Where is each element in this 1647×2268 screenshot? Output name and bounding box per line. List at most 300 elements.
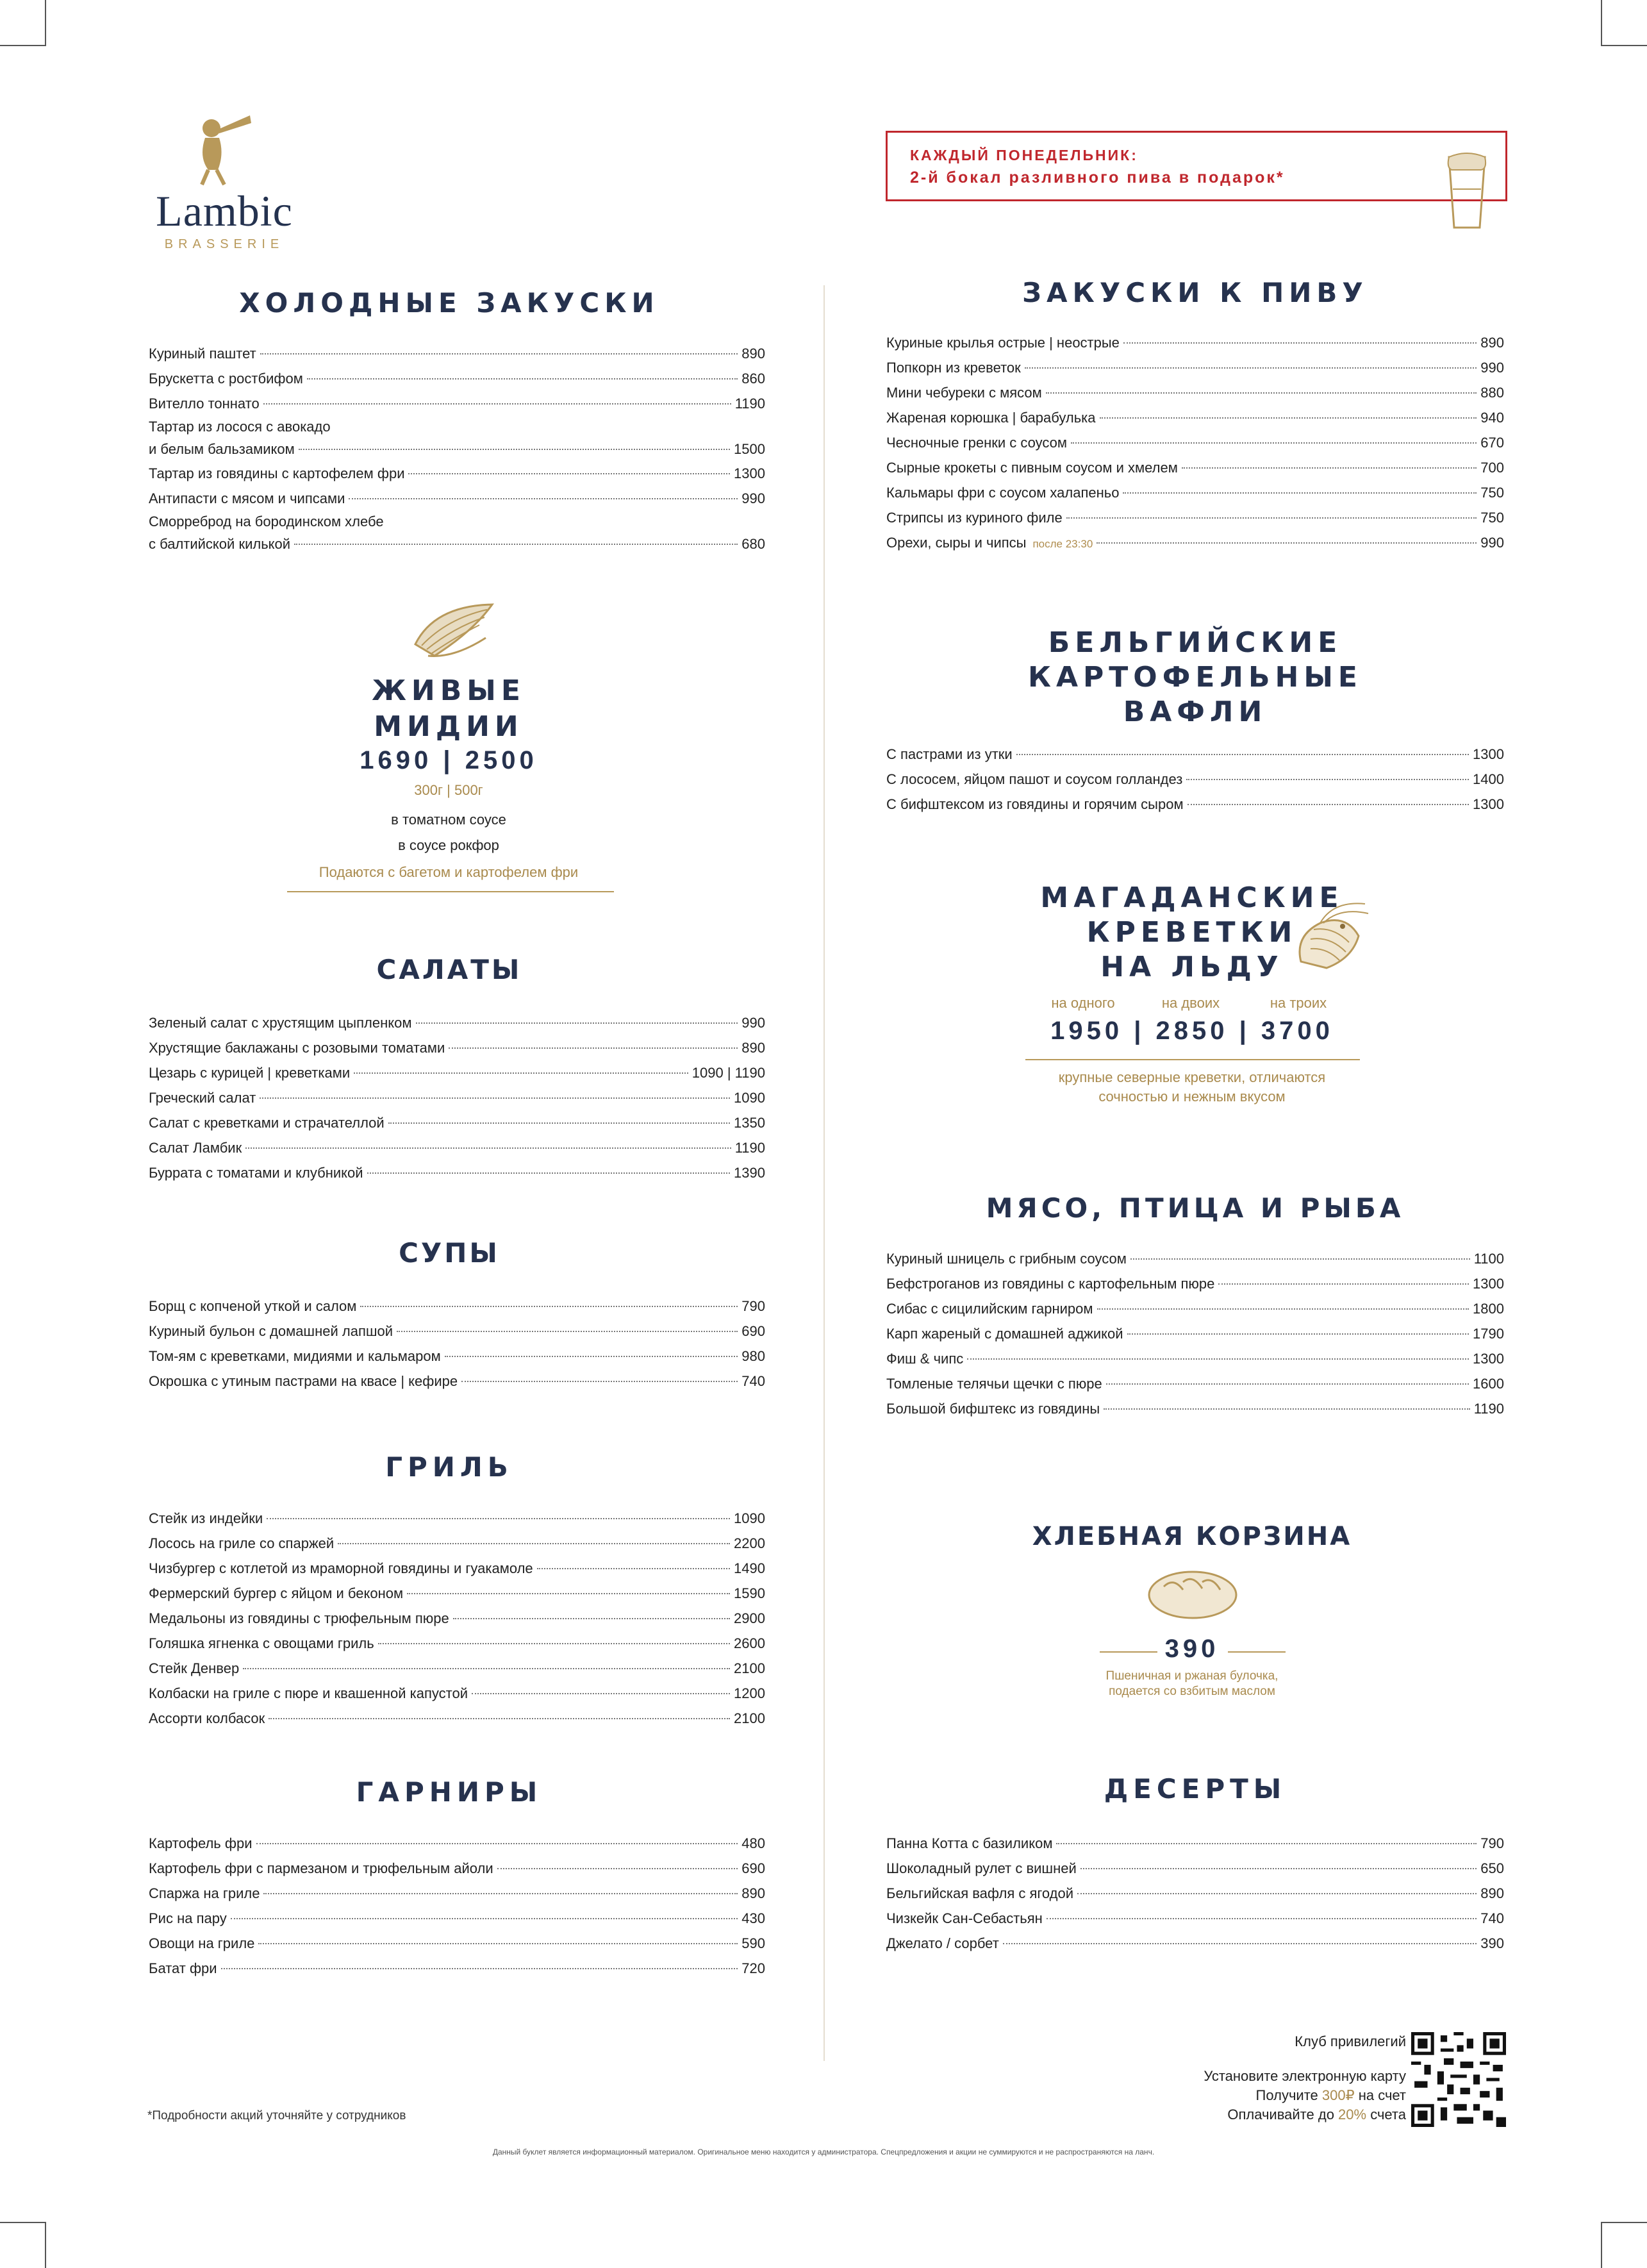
menu-item [886,1906,1504,1931]
item-price: 940 [1480,410,1504,426]
leader-dots [360,1306,738,1307]
decorative-rule [287,891,614,892]
menu-item [886,1271,1504,1296]
menu-list-salads [149,1010,765,1185]
leader-dots [263,1893,738,1894]
disclaimer: Данный буклет является информационный материалом. Оригинальное меню находится у администратора. Спецпредложения и акции не суммируются и не распространяются на ланч. [492,2147,1155,2156]
crop-mark-bottom-left [0,2222,46,2268]
item-price: 2100 [734,1660,765,1676]
shrimp-title-line1: МАГАДАНСКИЕ [1040,881,1344,914]
leader-dots [1046,392,1477,394]
leader-dots [1056,1843,1477,1844]
item-price: 990 [1480,360,1504,376]
menu-list-beer-snacks [886,330,1504,555]
bread-desc-2: подается со взбитым маслом [1109,1685,1275,1698]
menu-item [149,1631,765,1656]
item-name: Бефстроганов из говядины с картофельным пюре [886,1276,1215,1292]
item-price: 690 [741,1860,765,1876]
item-name: С лососем, яйцом пашот и соусом голландез [886,771,1183,787]
column-divider [824,285,825,2061]
item-name: Попкорн из креветок [886,360,1021,376]
leader-dots [231,1918,738,1919]
menu-list-meat [886,1246,1504,1421]
menu-item [149,1931,765,1956]
menu-item [149,461,765,486]
leader-dots [299,449,730,450]
menu-item [886,1881,1504,1906]
item-price: 890 [741,1040,765,1056]
item-price: 1500 [734,441,765,457]
item-price: 1390 [734,1165,765,1181]
item-name: Картофель фри [149,1835,252,1851]
leader-dots [1080,1868,1477,1869]
item-name: Шоколадный рулет с вишней [886,1860,1077,1876]
promo-banner [886,131,1507,201]
item-name: Большой бифштекс из говядины [886,1401,1100,1417]
item-price: 1090 | 1190 [691,1065,765,1081]
leader-dots [1047,1918,1477,1919]
item-name: Куриный шницель с грибным соусом [886,1251,1127,1267]
menu-item [886,355,1504,380]
leader-dots [1123,492,1477,494]
leader-dots [537,1568,730,1569]
item-name: Сырные крокеты с пивным соусом и хмелем [886,460,1178,476]
item-price: 740 [741,1373,765,1389]
leader-dots [349,498,738,499]
item-name: Кальмары фри с соусом халапеньо [886,485,1120,501]
item-name: С бифштексом из говядины и горячим сыром [886,796,1184,812]
menu-item [149,1110,765,1135]
leader-dots [1066,517,1477,519]
crop-mark-bottom-right [1601,2222,1647,2268]
item-price: 1400 [1473,771,1504,787]
item-price: 1800 [1473,1301,1504,1317]
menu-item [149,1160,765,1185]
leader-dots [472,1693,730,1694]
menu-item [149,1035,765,1060]
mussels-weight: 300г | 500г [414,782,483,798]
item-price: 750 [1480,485,1504,501]
item-price: 880 [1480,385,1504,401]
promo-footnote: *Подробности акций уточняйте у сотрудников [147,2109,406,2122]
club-line-3 [1227,2106,1406,2123]
menu-item [149,1556,765,1581]
item-price: 700 [1480,460,1504,476]
menu-item [886,505,1504,530]
section-title-grill: ГРИЛЬ [385,1451,513,1483]
item-name: Буррата с томатами и клубникой [149,1165,363,1181]
menu-item [886,1831,1504,1856]
item-name: Том-ям с креветками, мидиями и кальмаром [149,1348,441,1364]
shrimp-label-one: на одного [1051,995,1115,1011]
item-price: 2900 [734,1610,765,1626]
club-line-2c: на счет [1354,2087,1406,2103]
item-name: Зеленый салат с хрустящим цыпленком [149,1015,412,1031]
leader-dots [294,544,738,545]
menu-item [149,1831,765,1856]
mussels-title-line2: МИДИИ [374,710,524,743]
leader-dots [269,1718,730,1719]
mussels-title-line1: ЖИВЫЕ [372,674,526,707]
leader-dots [1071,442,1477,444]
menu-item [149,1581,765,1606]
menu-item [149,1906,765,1931]
section-title-beer-snacks: ЗАКУСКИ К ПИВУ [1022,277,1368,308]
section-title-waffles [884,626,1506,730]
menu-list-desserts [886,1831,1504,1956]
waffles-title-line1: БЕЛЬГИЙСКИЕ [1048,626,1343,659]
item-name: Мини чебуреки с мясом [886,385,1042,401]
leader-dots [445,1356,738,1357]
decorative-rule [1025,1059,1360,1060]
item-name: Колбаски на гриле с пюре и квашенной капустой [149,1685,468,1701]
item-name: Цезарь с курицей | креветками [149,1065,351,1081]
menu-item [886,405,1504,430]
menu-item [886,1931,1504,1956]
menu-item [886,330,1504,355]
section-title-cold-starters: ХОЛОДНЫЕ ЗАКУСКИ [239,287,659,319]
leader-dots [258,1943,738,1944]
menu-item [149,1656,765,1681]
item-price: 1090 [734,1510,765,1526]
menu-item [149,341,765,366]
shrimp-desc-1: крупные северные креветки, отличаются [1058,1069,1326,1085]
beer-glass-icon [1443,151,1491,234]
leader-dots [1130,1258,1470,1260]
item-price: 1300 [1473,1276,1504,1292]
shrimp-label-three: на троих [1270,995,1327,1011]
menu-item [149,1856,765,1881]
leader-dots [267,1518,730,1519]
item-price: 890 [741,346,765,362]
leader-dots [1104,1408,1470,1410]
menu-item [149,1606,765,1631]
item-price: 890 [1480,1885,1504,1901]
leader-dots [354,1072,688,1074]
item-name: С пастрами из утки [886,746,1013,762]
item-price: 480 [741,1835,765,1851]
item-price: 1090 [734,1090,765,1106]
shrimp-title-line3: НА ЛЬДУ [1100,951,1284,983]
leader-dots [378,1643,730,1644]
decorative-rule-right [1228,1651,1286,1653]
item-name-line1: Тартар из лосося с авокадо [149,419,331,435]
trumpeter-icon [179,109,256,186]
leader-dots [453,1618,730,1619]
shrimp-prices: 1950 | 2850 | 3700 [1050,1017,1334,1045]
club-line-2a: Получите [1255,2087,1322,2103]
menu-item [886,455,1504,480]
section-title-desserts: ДЕСЕРТЫ [1104,1773,1287,1805]
item-name: Томленые телячьи щечки с пюре [886,1376,1102,1392]
leader-dots [307,378,738,379]
menu-item [886,1346,1504,1371]
club-line-3a: Оплачивайте до [1227,2106,1339,2122]
item-note: после 23:30 [1032,538,1093,550]
item-name: и белым бальзамиком [149,441,295,457]
item-name: Ассорти колбасок [149,1710,265,1726]
leader-dots [256,1843,738,1844]
menu-item [149,1531,765,1556]
item-name: Стрипсы из куриного филе [886,510,1063,526]
item-name: Куриный паштет [149,346,256,362]
item-name: Спаржа на гриле [149,1885,260,1901]
item-name: с балтийской килькой [149,536,291,552]
club-discount: 20% [1338,2106,1367,2122]
item-price: 1600 [1473,1376,1504,1392]
section-title-meat: МЯСО, ПТИЦА И РЫБА [986,1192,1405,1224]
leader-dots [967,1358,1469,1360]
item-name-line1: Сморреброд на бородинском хлебе [149,513,384,529]
leader-dots [260,1097,730,1099]
item-name: Салат с креветками и страчателлой [149,1115,385,1131]
menu-item [149,366,765,391]
item-name: Панна Котта с базиликом [886,1835,1053,1851]
item-price: 860 [741,371,765,387]
item-price: 750 [1480,510,1504,526]
item-name: Борщ с копченой уткой и салом [149,1298,357,1314]
item-name: Овощи на гриле [149,1935,255,1951]
item-price: 790 [741,1298,765,1314]
menu-item [149,1060,765,1085]
item-name: Хрустящие баклажаны с розовыми томатами [149,1040,445,1056]
leader-dots [243,1668,730,1669]
item-name: Фермерский бургер с яйцом и беконом [149,1585,404,1601]
menu-item [149,1085,765,1110]
item-name: Фиш & чипс [886,1351,964,1367]
item-price: 890 [741,1885,765,1901]
menu-list-soups [149,1294,765,1394]
brand-logo [141,109,308,250]
brand-name: Lambic [156,187,293,235]
brand-subtitle: BRASSERIE [164,237,285,251]
item-name: Окрошка с утиным пастрами на квасе | кефире [149,1373,458,1389]
leader-dots [338,1543,730,1544]
menu-item [886,1296,1504,1321]
shrimp-title-line2: КРЕВЕТКИ [1086,916,1298,949]
item-name: Картофель фри с пармезаном и трюфельным айоли [149,1860,493,1876]
menu-item [149,416,765,461]
waffles-title-line2: КАРТОФЕЛЬНЫЕ [1028,661,1362,694]
item-name: Жареная корюшка | барабулька [886,410,1096,426]
menu-item [149,1344,765,1369]
menu-item [149,486,765,511]
item-price: 2200 [734,1535,765,1551]
club-title: Клуб привилегий [1295,2033,1406,2049]
item-price: 1190 [734,1140,765,1156]
section-title-bread: ХЛЕБНАЯ КОРЗИНА [1032,1522,1352,1551]
leader-dots [367,1172,731,1174]
leader-dots [408,473,730,474]
item-price: 1190 [734,396,765,412]
item-price: 1590 [734,1585,765,1601]
item-name: Салат Ламбик [149,1140,242,1156]
item-price: 1190 [1473,1401,1504,1417]
item-price: 1300 [1473,1351,1504,1367]
leader-dots [1106,1383,1469,1385]
item-price: 990 [741,490,765,506]
item-name: Антипасти с мясом и чипсами [149,490,345,506]
leader-dots [1003,1943,1477,1944]
leader-dots [449,1047,738,1049]
menu-item [886,742,1504,767]
item-price: 990 [741,1015,765,1031]
leader-dots [1100,417,1477,419]
leader-dots [497,1868,738,1869]
promo-text: 2-й бокал разливного пива в подарок* [910,169,1285,187]
mussels-sauce-1: в томатном соусе [391,812,506,828]
crop-mark-top-right [1601,0,1647,46]
leader-dots [416,1022,738,1024]
item-price: 590 [741,1935,765,1951]
menu-item [149,1681,765,1706]
item-price: 990 [1480,535,1504,551]
item-price: 1490 [734,1560,765,1576]
menu-list-sides [149,1831,765,1981]
item-name: Брускетта с ростбифом [149,371,303,387]
leader-dots [1188,804,1469,805]
leader-dots [221,1968,738,1969]
leader-dots [1127,1333,1469,1335]
waffles-title-line3: ВАФЛИ [1123,696,1268,728]
leader-dots [1123,342,1477,344]
menu-item [149,1294,765,1319]
item-price: 690 [741,1323,765,1339]
menu-item [149,1369,765,1394]
item-name: Сибас с сицилийским гарниром [886,1301,1093,1317]
item-name: Батат фри [149,1960,217,1976]
menu-item [886,1856,1504,1881]
bread-desc-1: Пшеничная и ржаная булочка, [1105,1669,1279,1683]
bread-icon [1145,1564,1241,1622]
menu-item [149,1319,765,1344]
item-name: Чизбургер с котлетой из мраморной говядины и гуакамоле [149,1560,533,1576]
item-price: 650 [1480,1860,1504,1876]
menu-item [149,1135,765,1160]
leader-dots [1097,1308,1469,1310]
item-name: Греческий салат [149,1090,256,1106]
item-price: 980 [741,1348,765,1364]
menu-item [886,792,1504,817]
mussels-sauce-2: в соусе рокфор [398,837,499,853]
item-price: 390 [1480,1935,1504,1951]
item-price: 1300 [734,465,765,481]
crop-mark-top-left [0,0,46,46]
item-price: 2600 [734,1635,765,1651]
item-name: Медальоны из говядины с трюфельным пюре [149,1610,449,1626]
menu-item [886,1246,1504,1271]
menu-item [886,480,1504,505]
menu-list-grill [149,1506,765,1731]
mussels-price: 1690 | 2500 [360,746,538,774]
leader-dots [1182,467,1477,469]
item-price: 1300 [1473,796,1504,812]
menu-item [149,1706,765,1731]
item-name: Тартар из говядины с картофелем фри [149,465,405,481]
item-name: Орехи, сыры и чипсы [886,535,1027,551]
leader-dots [260,353,738,354]
item-name: Куриные крылья острые | неострые [886,335,1120,351]
item-price: 790 [1480,1835,1504,1851]
menu-list-waffles [886,742,1504,817]
item-name: Джелато / сорбет [886,1935,999,1951]
leader-dots [461,1381,738,1382]
item-name: Куриный бульон с домашней лапшой [149,1323,393,1339]
mussels-note: Подаются с багетом и картофелем фри [319,864,579,880]
menu-item [886,430,1504,455]
item-name: Карп жареный с домашней аджикой [886,1326,1123,1342]
item-price: 1100 [1473,1251,1504,1267]
item-price: 2100 [734,1710,765,1726]
shrimp-icon [1288,897,1371,981]
item-name: Голяшка ягненка с овощами гриль [149,1635,374,1651]
menu-item [886,767,1504,792]
section-title-mussels [288,673,609,745]
item-price: 430 [741,1910,765,1926]
club-bonus-amount: 300₽ [1321,2087,1355,2103]
item-name: Стейк Денвер [149,1660,240,1676]
club-line-2 [1256,2087,1406,2104]
leader-dots [263,403,731,404]
item-price: 720 [741,1960,765,1976]
menu-item [149,391,765,416]
leader-dots [1016,754,1469,755]
leader-dots [1025,367,1477,369]
item-name: Чизкейк Сан-Себастьян [886,1910,1043,1926]
mussel-shell-icon [409,599,502,663]
club-line-1: Установите электронную карту [1204,2068,1406,2084]
menu-item [886,1321,1504,1346]
menu-item [886,530,1504,555]
leader-dots [245,1147,731,1149]
menu-item [149,511,765,556]
menu-item [886,380,1504,405]
item-price: 1790 [1473,1326,1504,1342]
shrimp-desc-2: сочностью и нежным вкусом [1098,1088,1286,1105]
menu-item [149,1010,765,1035]
menu-item [886,1396,1504,1421]
leader-dots [397,1331,738,1332]
qr-code-icon[interactable] [1411,2032,1506,2127]
leader-dots [1218,1283,1469,1285]
item-name: Рис на пару [149,1910,227,1926]
item-name: Стейк из индейки [149,1510,263,1526]
item-name: Вителло тоннато [149,396,260,412]
item-price: 680 [741,536,765,552]
menu-item [149,1506,765,1531]
club-line-3c: счета [1366,2106,1406,2122]
shrimp-label-two: на двоих [1161,995,1220,1011]
leader-dots [1186,779,1469,780]
leader-dots [1077,1893,1477,1894]
bread-price: 390 [1164,1635,1220,1663]
promo-title: КАЖДЫЙ ПОНЕДЕЛЬНИК: [910,147,1138,163]
item-name: Лосось на гриле со спаржей [149,1535,335,1551]
item-price: 740 [1480,1910,1504,1926]
menu-item [886,1371,1504,1396]
item-price: 670 [1480,435,1504,451]
item-price: 1200 [734,1685,765,1701]
section-title-salads: САЛАТЫ [376,954,522,985]
leader-dots [388,1122,730,1124]
item-price: 890 [1480,335,1504,351]
item-name: Чесночные гренки с соусом [886,435,1067,451]
item-price: 1350 [734,1115,765,1131]
menu-list-cold-starters [149,341,765,556]
leader-dots [407,1593,730,1594]
menu-item [149,1956,765,1981]
menu-item [149,1881,765,1906]
